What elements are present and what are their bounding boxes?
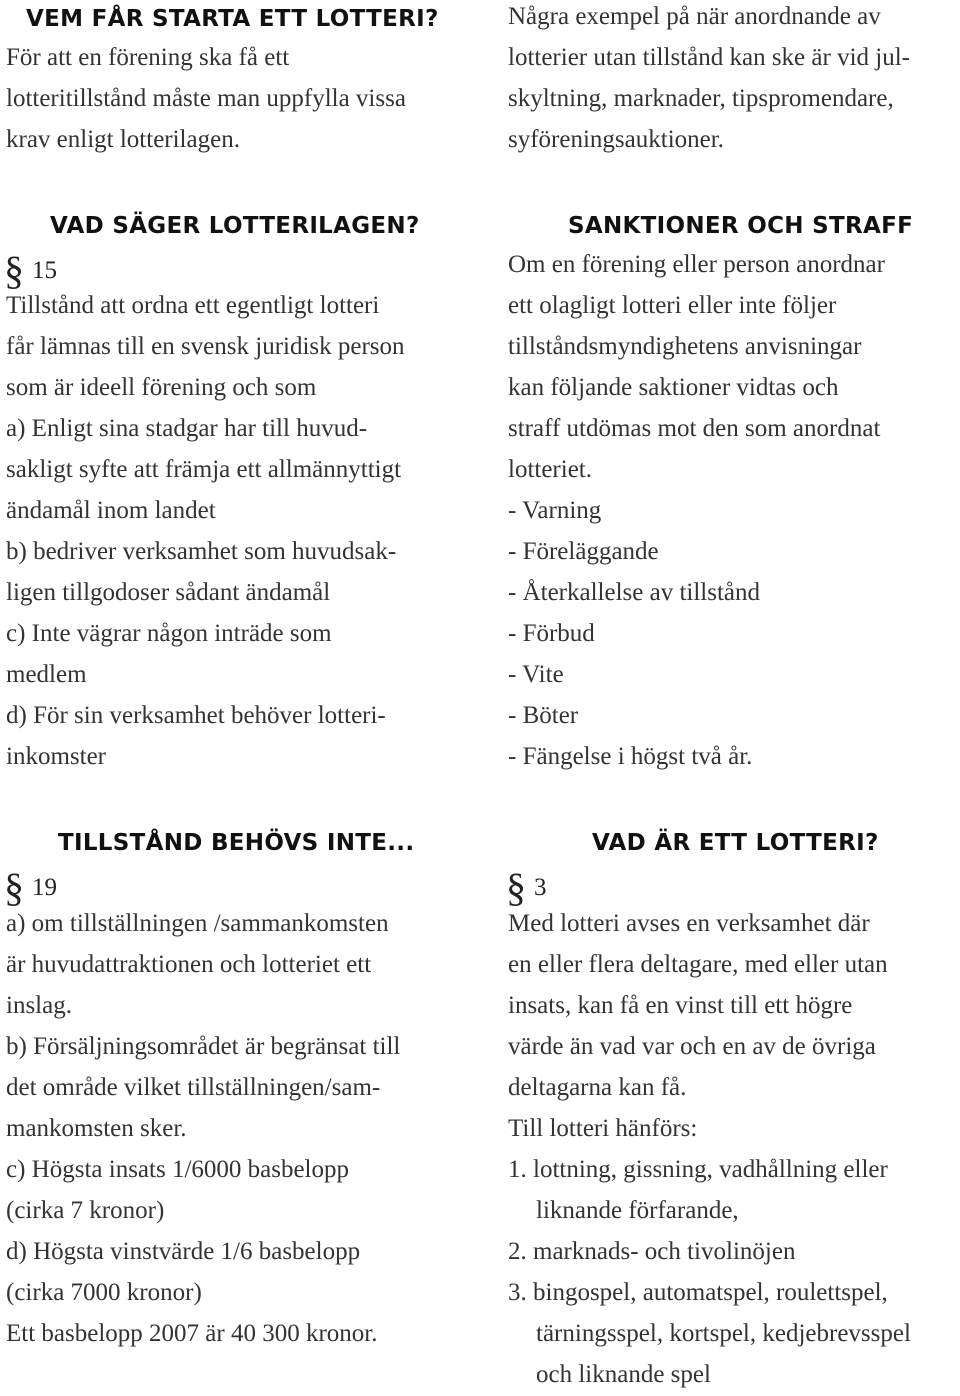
heading-sanktioner-och-straff: SANKTIONER OCH STRAFF bbox=[568, 213, 914, 239]
text-line: insats, kan få en vinst till ett högre bbox=[508, 992, 853, 1019]
list-item: 3. bingospel, automatspel, roulettspel, bbox=[508, 1279, 888, 1306]
text-line: deltagarna kan få. bbox=[508, 1074, 687, 1101]
text-line: medlem bbox=[6, 661, 87, 688]
heading-vem-far-starta: VEM FÅR STARTA ETT LOTTERI? bbox=[26, 6, 439, 32]
text-line: inslag. bbox=[6, 992, 72, 1019]
text-line: c) Högsta insats 1/6000 basbelopp bbox=[6, 1156, 350, 1183]
text-line: ett olagligt lotteri eller inte följer bbox=[508, 292, 837, 319]
list-item: 1. lottning, gissning, vadhållning eller bbox=[508, 1156, 888, 1183]
list-item: - Återkallelse av tillstånd bbox=[508, 579, 761, 606]
text-line: värde än vad var och en av de övriga bbox=[508, 1033, 876, 1060]
section-paragraph-3 bbox=[506, 862, 547, 910]
list-item-continuation: liknande förfarande, bbox=[536, 1197, 739, 1224]
heading-vad-sager-lotterilagen: VAD SÄGER LOTTERILAGEN? bbox=[50, 213, 420, 239]
text-line: a) om tillställningen /sammankomsten bbox=[6, 910, 389, 937]
text-line: Några exempel på när anordnande av bbox=[508, 3, 881, 30]
text-line: b) Försäljningsområdet är begränsat till bbox=[6, 1033, 401, 1060]
list-item: - Fängelse i högst två år. bbox=[508, 743, 753, 770]
text-line: en eller flera deltagare, med eller utan bbox=[508, 951, 888, 978]
text-line: ligen tillgodoser sådant ändamål bbox=[6, 579, 331, 606]
section-paragraph-15 bbox=[4, 245, 57, 293]
section-number: 3 bbox=[534, 874, 547, 901]
heading-tillstand-behovs-inte: TILLSTÅND BEHÖVS INTE... bbox=[58, 830, 415, 856]
text-line: d) För sin verksamhet behöver lotteri- bbox=[6, 702, 386, 729]
text-line: det område vilket tillställningen/sam- bbox=[6, 1074, 381, 1101]
text-line: b) bedriver verksamhet som huvudsak- bbox=[6, 538, 397, 565]
text-line: kan följande saktioner vidtas och bbox=[508, 374, 839, 401]
text-line: mankomsten sker. bbox=[6, 1115, 187, 1142]
text-line: Om en förening eller person anordnar bbox=[508, 251, 885, 278]
section-number: 19 bbox=[32, 874, 57, 901]
list-item: - Föreläggande bbox=[508, 538, 659, 565]
text-line: tillståndsmyndighetens anvisningar bbox=[508, 333, 862, 360]
text-line: sakligt syfte att främja ett allmännyttigt bbox=[6, 456, 402, 483]
text-line: får lämnas till en svensk juridisk person bbox=[6, 333, 405, 360]
list-item-continuation: och liknande spel bbox=[536, 1361, 711, 1388]
text-line: lotteritillstånd måste man uppfylla vissa bbox=[6, 85, 406, 112]
text-line: a) Enligt sina stadgar har till huvud- bbox=[6, 415, 368, 442]
text-line: Till lotteri hänförs: bbox=[508, 1115, 698, 1142]
text-line: Tillstånd att ordna ett egentligt lotteri bbox=[6, 292, 380, 319]
list-item: - Böter bbox=[508, 702, 579, 729]
list-item: - Varning bbox=[508, 497, 602, 524]
text-line: skyltning, marknader, tipspromendare, bbox=[508, 85, 894, 112]
text-line: lotteriet. bbox=[508, 456, 592, 483]
text-line: straff utdömas mot den som anordnat bbox=[508, 415, 881, 442]
text-line: d) Högsta vinstvärde 1/6 basbelopp bbox=[6, 1238, 361, 1265]
section-number: 15 bbox=[32, 257, 57, 284]
section-paragraph-19 bbox=[4, 862, 57, 910]
text-line: inkomster bbox=[6, 743, 106, 770]
text-line: är huvudattraktionen och lotteriet ett bbox=[6, 951, 372, 978]
text-line: lotterier utan tillstånd kan ske är vid jul- bbox=[508, 44, 910, 71]
text-line: Med lotteri avses en verksamhet där bbox=[508, 910, 870, 937]
list-item: 2. marknads- och tivolinöjen bbox=[508, 1238, 796, 1265]
text-line: c) Inte vägrar någon inträde som bbox=[6, 620, 332, 647]
text-line: ändamål inom landet bbox=[6, 497, 216, 524]
text-line: som är ideell förening och som bbox=[6, 374, 317, 401]
text-line: krav enligt lotterilagen. bbox=[6, 126, 240, 153]
section-symbol: § bbox=[506, 865, 526, 910]
section-symbol: § bbox=[4, 865, 24, 910]
text-line: (cirka 7000 kronor) bbox=[6, 1279, 202, 1306]
section-symbol: § bbox=[4, 248, 24, 293]
list-item-continuation: tärningsspel, kortspel, kedjebrevsspel bbox=[536, 1320, 911, 1347]
heading-vad-ar-ett-lotteri: VAD ÄR ETT LOTTERI? bbox=[592, 830, 879, 856]
text-line: Ett basbelopp 2007 är 40 300 kronor. bbox=[6, 1320, 378, 1347]
list-item: - Vite bbox=[508, 661, 564, 688]
text-line: För att en förening ska få ett bbox=[6, 44, 290, 71]
text-line: syföreningsauktioner. bbox=[508, 126, 724, 153]
list-item: - Förbud bbox=[508, 620, 595, 647]
text-line: (cirka 7 kronor) bbox=[6, 1197, 165, 1224]
